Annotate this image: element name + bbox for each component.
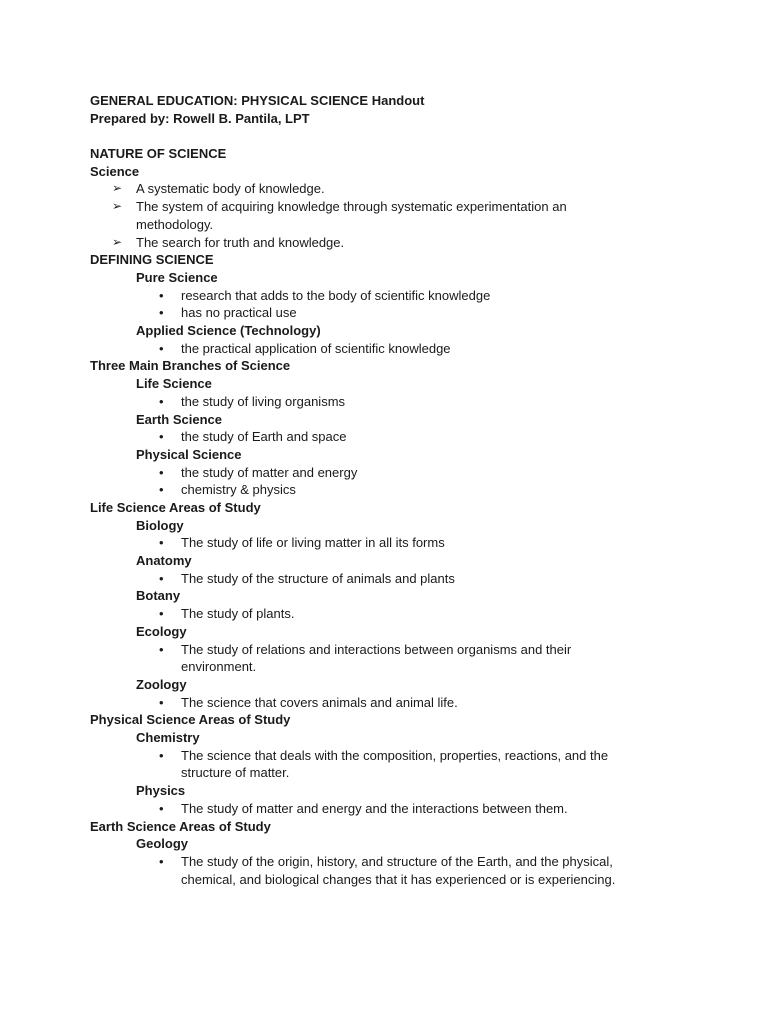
bullet-list-item (90, 287, 690, 305)
bullet-list-item (90, 641, 690, 676)
life-science-areas-groups (90, 517, 690, 712)
bullet-list-item (90, 481, 690, 499)
subheading: Zoology (136, 676, 187, 692)
list-item-text: The study of matter and energy and the interactions between them. (181, 800, 568, 816)
bullet-list-item (90, 428, 690, 446)
bullet-list-item (90, 694, 690, 712)
arrow-list-item (90, 234, 690, 252)
bullet-list-item (90, 853, 690, 888)
bullet-list-item (90, 304, 690, 322)
bullet-list-item (90, 605, 690, 623)
list-item-text: The study of plants. (181, 606, 295, 622)
subheading: Botany (136, 588, 181, 604)
bullet-icon: • (159, 535, 164, 551)
section-heading-life-science-areas: Life Science Areas of Study (90, 499, 261, 515)
subheading: Physics (136, 783, 186, 799)
bullet-list-item (90, 340, 690, 358)
bullet-icon: • (159, 747, 164, 763)
list-item-text: chemical, and biological changes that it has experienced or is experiencing. (181, 871, 616, 887)
list-item-text: the study of Earth and space (181, 429, 347, 445)
list-item-text: The search for truth and knowledge. (136, 234, 345, 250)
bullet-icon: • (159, 464, 164, 480)
list-item-text: the study of living organisms (181, 393, 346, 409)
bullet-list-item (90, 747, 690, 782)
subheading: Ecology (136, 623, 187, 639)
list-item-text: The science that covers animals and animal life. (181, 694, 458, 710)
bullet-icon: • (159, 287, 164, 303)
bullet-icon: • (159, 340, 164, 356)
bullet-icon: • (159, 482, 164, 498)
bullet-icon: • (159, 694, 164, 710)
subheading: Anatomy (136, 553, 192, 569)
bullet-icon: • (159, 853, 164, 869)
bullet-list-item (90, 393, 690, 411)
bullet-list-item (90, 534, 690, 552)
defining-science-groups (90, 269, 690, 357)
main-branches-groups (90, 375, 690, 499)
bullet-list-item (90, 570, 690, 588)
subheading: Applied Science (Technology) (136, 323, 321, 339)
earth-science-areas-groups (90, 835, 690, 888)
science-definition-list (90, 180, 690, 251)
section-heading-nature-of-science: NATURE OF SCIENCE (90, 146, 227, 162)
bullet-icon: • (159, 393, 164, 409)
subheading: Life Science (136, 376, 212, 392)
document-title: GENERAL EDUCATION: PHYSICAL SCIENCE Handout (90, 93, 425, 108)
list-item-text: structure of matter. (181, 765, 290, 781)
subheading: Pure Science (136, 269, 218, 285)
bullet-icon: • (159, 570, 164, 586)
subheading: Biology (136, 517, 184, 533)
subheading: Chemistry (136, 730, 200, 746)
list-item-text: The study of relations and interactions between organisms and their (181, 641, 572, 657)
section-heading-main-branches: Three Main Branches of Science (90, 358, 291, 374)
bullet-icon: • (159, 800, 164, 816)
bullet-icon: • (159, 606, 164, 622)
subheading: Geology (136, 836, 189, 852)
arrow-list-item (90, 180, 690, 198)
list-item-text: the practical application of scientific knowledge (181, 340, 451, 356)
list-item-text: the study of matter and energy (181, 464, 358, 480)
section-heading-defining-science: DEFINING SCIENCE (90, 252, 214, 268)
bullet-icon: • (159, 305, 164, 321)
list-item-text: research that adds to the body of scientific knowledge (181, 287, 491, 303)
document-author: Prepared by: Rowell B. Pantila, LPT (90, 110, 310, 126)
list-item-text: The study of the origin, history, and structure of the Earth, and the physical, (181, 853, 613, 869)
list-item-text: The study of the structure of animals and plants (181, 570, 455, 586)
section-heading-physical-science-areas: Physical Science Areas of Study (90, 712, 291, 728)
arrow-list-item (90, 198, 690, 233)
blank-line (90, 127, 690, 145)
list-item-text: The science that deals with the composition, properties, reactions, and the (181, 747, 609, 763)
bullet-icon: • (159, 429, 164, 445)
section-heading-earth-science-areas: Earth Science Areas of Study (90, 818, 271, 834)
list-item-text: The system of acquiring knowledge through systematic experimentation an (136, 199, 567, 215)
bullet-list-item (90, 800, 690, 818)
subheading: Physical Science (136, 446, 242, 462)
list-item-text: The study of life or living matter in all its forms (181, 535, 445, 551)
term-science: Science (90, 163, 140, 179)
bullet-list-item (90, 464, 690, 482)
arrow-bullet-icon: ➢ (112, 181, 123, 196)
list-item-text: environment. (181, 659, 257, 675)
list-item-text: methodology. (136, 216, 214, 232)
list-item-text: has no practical use (181, 305, 297, 321)
bullet-icon: • (159, 641, 164, 657)
arrow-bullet-icon: ➢ (112, 234, 123, 249)
physical-science-areas-groups (90, 729, 690, 817)
handout-document (90, 92, 690, 888)
list-item-text: A systematic body of knowledge. (136, 181, 325, 197)
subheading: Earth Science (136, 411, 222, 427)
arrow-bullet-icon: ➢ (112, 199, 123, 214)
list-item-text: chemistry & physics (181, 482, 296, 498)
